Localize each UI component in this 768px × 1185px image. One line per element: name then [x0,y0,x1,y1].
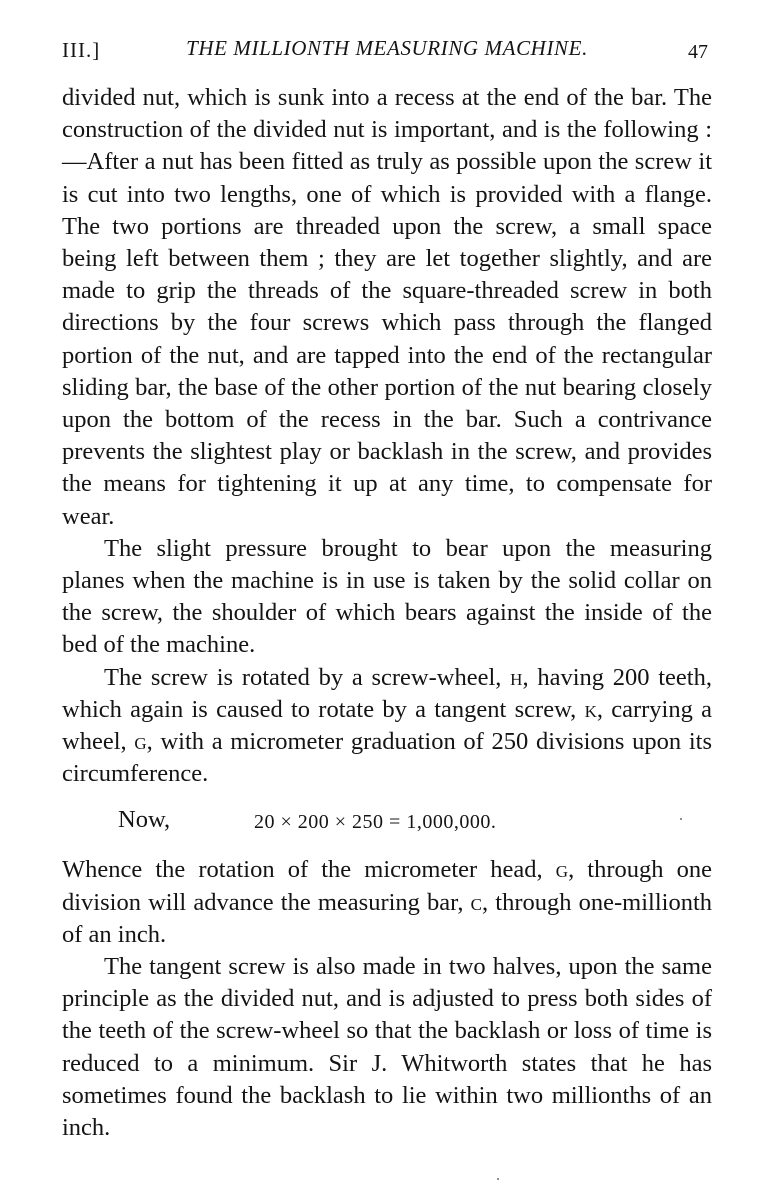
paragraph-4-text: , through one-millionth of an inch. [62,888,712,948]
running-head [62,28,712,68]
paragraph-4 [62,854,712,951]
paragraph-1: divided nut, which is sunk into a recess at the end of the bar. The construction of the divided nut is important, and is the following :—After a nut has been fitted as truly as possible upon the screw it is cut into two lengths, one of which is provided with a flange. The two portions are threaded upon the screw, a small space being left between them ; they are let together slightly, and are made to grip the threads of the square-threaded screw in both directions by the four screws which pass through the flanged portion of the nut, and are tapped into the end of the rectangular sliding bar, the base of the other portion of the nut bearing closely upon the bottom of the recess in the bar. Such a contrivance prevents the slightest play or backlash in the screw, and provides the means for tightening it up at any time, to compensate for wear. [62,84,712,530]
paragraph-3-text: , having 200 teeth, which again is caused to rotate by a tangent screw, [62,663,712,723]
paragraph-3-text: The screw is rotated by a screw-wheel, [104,663,511,691]
print-speck [680,818,682,820]
letter-g-reference: g [134,728,147,756]
paragraph-2: The slight pressure brought to bear upon the measuring planes when the machine is in use is taken by the solid collar on the screw, the shoulder of which bears against the inside of the bed of the machine. [62,534,712,659]
body-text [62,82,712,1144]
paragraph-3 [62,662,712,791]
paragraph-3-text: , with a micrometer graduation of 250 divisions upon its circumference. [62,728,713,788]
equation [62,804,712,848]
book-page [62,28,712,1144]
paragraph-4-text: Whence the rotation of the micrometer head, [62,856,556,884]
equation-lead-word: Now, [118,806,171,834]
equation-expression: 20 × 200 × 250 = 1,000,000. [254,811,497,834]
letter-k-reference: k [584,695,597,723]
page-number: 47 [688,41,708,63]
paragraph-5: The tangent screw is also made in two halves, upon the same principle as the divided nut, and is adjusted to press both sides of the teeth of the screw-wheel so that the backlash or loss of time is reduced to a minimum. Sir J. Whitworth states that he has sometimes found the backlash to lie within two millionths of an inch. [62,953,712,1142]
letter-h-reference: h [510,663,523,691]
print-speck [497,1178,499,1180]
paragraph-4-text: , through one division will advance the measuring bar, [62,856,712,916]
running-title: THE MILLIONTH MEASURING MACHINE. [186,36,588,60]
letter-g-reference: g [555,856,569,884]
chapter-number: III.] [62,38,101,62]
letter-c-reference: c [470,888,482,916]
paragraph-3-text: , carrying a wheel, [62,695,712,756]
